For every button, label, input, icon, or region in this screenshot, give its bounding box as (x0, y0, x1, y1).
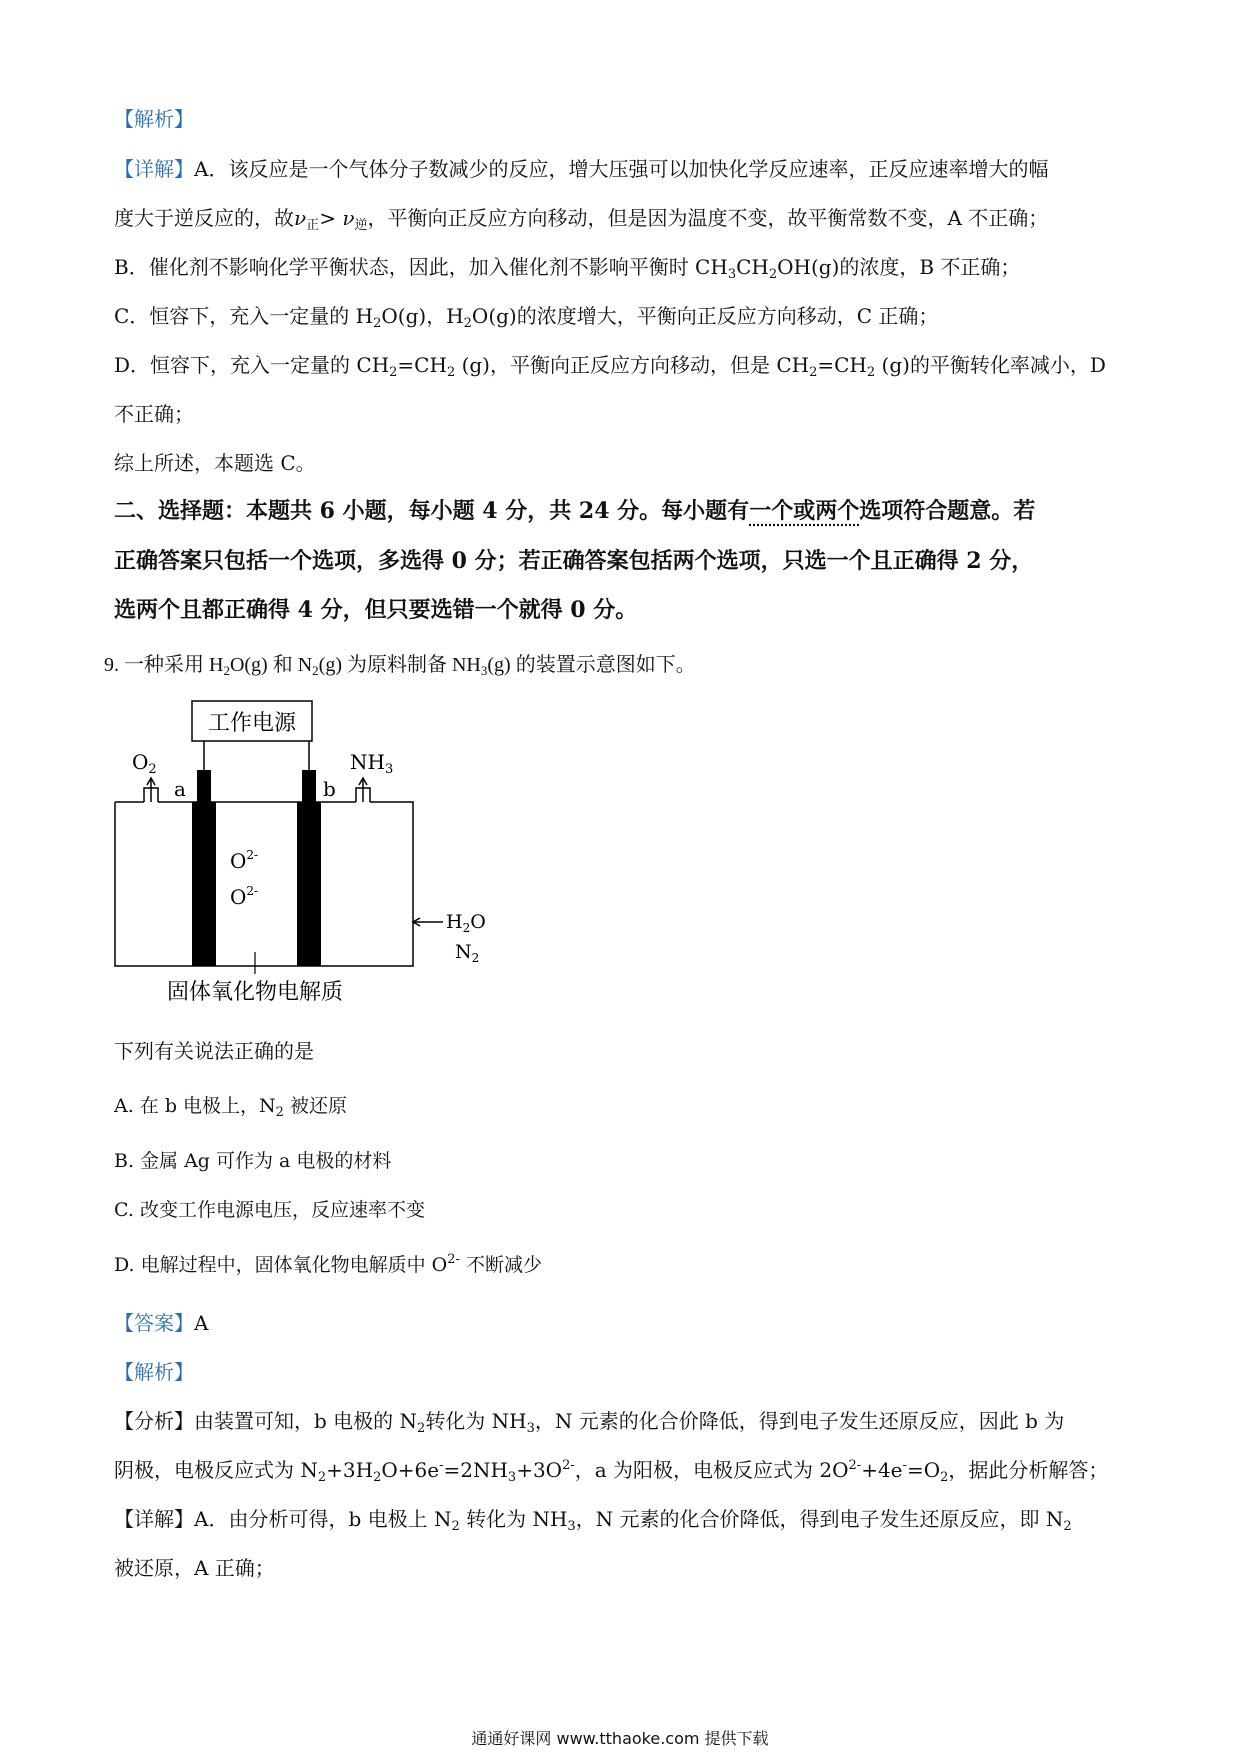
detail2-line1: 【详解】A．由分析可得，b 电极上 $N_2$ 转化为 $NH_3$，N 元素的化合价降低，得到电子发生还原反应，即 $N_2$ (114, 1507, 1072, 1534)
detail-line-B: B．催化剂不影响化学平衡状态，因此，加入催化剂不影响平衡时 $CH_3CH_2OH(g)$的浓度，B 不正确； (114, 255, 1021, 282)
page-footer: 通通好课网 www.tthaoke.com 提供下载 (471, 1729, 769, 1748)
answer-jiexi-heading: 【解析】 (114, 1360, 194, 1384)
part2-heading-line3: 选两个且都正确得 4 分，但只要选错一个就得 0 分。 (114, 597, 638, 623)
part2-heading-line2: 正确答案只包括一个选项，多选得 0 分；若正确答案包括两个选项，只选一个且正确得 2 分， (114, 548, 1034, 574)
electrode-a-top (197, 770, 211, 802)
h2o-label: $H_2O$ (446, 911, 486, 935)
jiexi-heading: 【解析】 (114, 107, 194, 131)
option-A: A. 在 b 电极上，$N_2$ 被还原 (114, 1095, 347, 1120)
n2-label: $N_2$ (455, 941, 480, 965)
detail-line-A2: 度大于逆反应的，故$\nu_正> \nu_逆$，平衡向正反应方向移动，但是因为温度不变，故平衡常数不变，A 不正确； (114, 206, 1049, 233)
electrode-a (192, 802, 216, 966)
electrode-a-label: a (174, 777, 186, 801)
option-D: D. 电解过程中，固体氧化物电解质中 $O^{2-}$ 不断减少 (114, 1252, 542, 1276)
analysis-line2: 阴极，电极反应式为 $N_2+3H_2O+6e^-=2NH_3+3O^{2-}$，a 为阳极，电极反应式为 $2O^{2-}+4e^-=O_2$，据此分析解答； (114, 1458, 1109, 1485)
detail-line-D2: 不正确； (114, 402, 194, 426)
analysis-line1: 【分析】由装置可知，b 电极的 $N_2$转化为 $NH_3$，N 元素的化合价降低，得到电子发生还原反应，因此 b 为 (114, 1409, 1065, 1436)
option-B: B. 金属 Ag 可作为 a 电极的材料 (114, 1150, 392, 1172)
detail-line-C: C．恒容下，充入一定量的 $H_2O(g)$，$H_2O(g)$的浓度增大，平衡向正反应方向移动，C 正确； (114, 304, 939, 331)
electrolyte-label: 固体氧化物电解质 (166, 980, 344, 1005)
power-source-label: 工作电源 (207, 711, 297, 736)
detail-line-D: D．恒容下，充入一定量的 $CH_2=CH_2$ (g)，平衡向正反应方向移动，但是 $CH_2=CH_2$ (g)的平衡转化率减小，D (114, 353, 1106, 380)
detail2-line2: 被还原，A 正确； (114, 1556, 275, 1580)
o2-label: $O_2$ (132, 750, 157, 777)
electrode-b-top (302, 770, 316, 802)
electrode-b-label: b (323, 777, 336, 801)
q9-stem: 9. 一种采用 $H_2O(g)$ 和 $N_2(g)$ 为原料制备 $NH_3(g)$ 的装置示意图如下。 (104, 654, 696, 678)
option-C: C. 改变工作电源电压，反应速率不变 (114, 1199, 425, 1221)
electrode-b (297, 802, 321, 966)
part2-heading-line1: 二、选择题：本题共 6 小题，每小题 4 分，共 24 分。每小题有一个或两个选项符合题意。若 (114, 498, 1036, 524)
electrolysis-diagram (100, 690, 520, 1020)
detail-line-A: 【详解】A．该反应是一个气体分子数减少的反应，增大压强可以加快化学反应速率，正反应速率增大的幅 (114, 157, 1049, 181)
oxide-ion-1: $O^{2-}$ (230, 848, 259, 873)
oxide-ion-2: $O^{2-}$ (230, 884, 259, 909)
answer-line: 【答案】A (114, 1311, 209, 1335)
nh3-label: $NH_3$ (350, 750, 394, 777)
q9-prompt: 下列有关说法正确的是 (114, 1039, 314, 1063)
summary: 综上所述，本题选 C。 (114, 451, 316, 475)
